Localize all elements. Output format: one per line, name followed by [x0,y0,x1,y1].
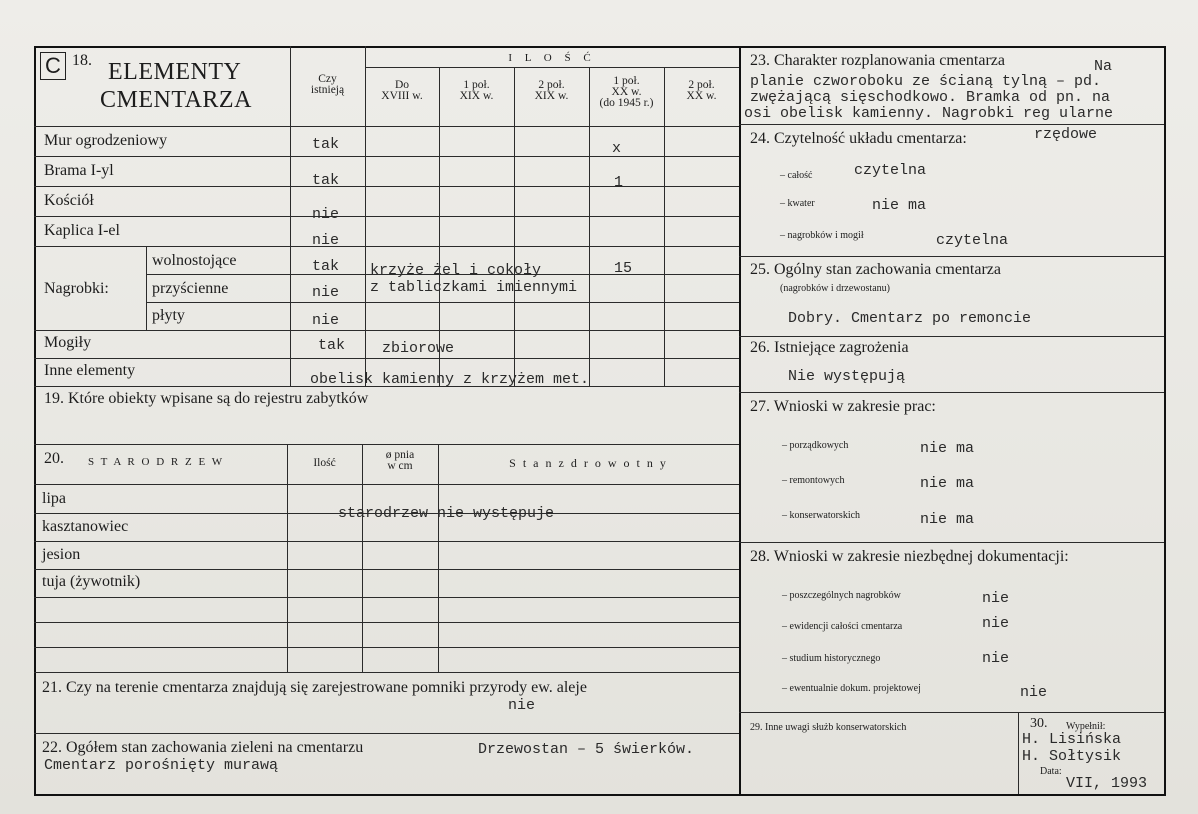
s24-kwater-value: nie ma [872,197,927,214]
s24-nagrobkow-label: – nagrobków i mogił [780,230,864,241]
s28-item-4-value: nie [1020,684,1048,701]
mogily-exists: tak [318,337,346,354]
s24-calosc-label: – całość [780,170,813,181]
grid-h-s21 [34,733,739,734]
mur-count: x [612,140,622,157]
grid-v-s29-s30 [1018,712,1019,794]
col3-l2: XIX w. [534,90,569,102]
grid-h-r1 [34,156,739,157]
brama-count: 1 [614,174,624,191]
s24-kwater-label: – kwater [780,198,815,209]
s20-ilosc-header: Ilość [313,457,336,469]
frame-bottom [34,794,1166,796]
frame-right [1164,46,1166,794]
section-18-title-line2: CMENTARZA [100,87,252,113]
grid-h-s19 [34,444,739,445]
col-header-4 [589,76,664,109]
section-25-value: Dobry. Cmentarz po remoncie [788,310,1032,327]
row-inne-label: Inne elementy [44,362,136,379]
mogily-note: zbiorowe [382,340,455,357]
center-divider [739,46,741,794]
plyty-exists: nie [312,312,340,329]
section-29-label: 29. Inne uwagi służb konserwatorskich [750,722,907,733]
grid-h-s20-7 [34,672,739,673]
section-21-value: nie [508,697,536,714]
section-25-sub: (nagrobków i drzewostanu) [780,283,890,294]
section-30-name-2: H. Sołtysik [1022,748,1122,765]
grid-v-s20-stan [438,444,439,672]
grid-h-r0 [34,126,739,127]
section-22-value-2: Cmentarz porośnięty murawą [44,757,279,774]
col4-l1: 1 poł. [613,75,640,87]
pnia-l1: ø pnia [385,449,415,461]
row-brama-label: Brama I-yl [44,162,114,179]
grid-v-s20-pnia [362,444,363,672]
s20-pnia-header [362,450,438,472]
inne-note: obelisk kamienny z krzyżem met. [310,371,590,388]
tree-row-lipa: lipa [42,490,66,507]
grid-h-s20-6 [34,647,739,648]
col4-l2: XX w. [611,86,642,98]
row-mogily-label: Mogiły [44,334,92,351]
grid-h-s20-2 [34,541,739,542]
grid-h-s20-0 [34,484,739,485]
section-28-label: 28. Wnioski w zakresie niezbędnej dokumentacji: [750,548,1069,565]
grid-h-s28 [739,712,1164,713]
grid-h-s20-3 [34,569,739,570]
nagrobki-note-1: krzyże żel i cokoły [370,262,542,279]
row-plyty-label: płyty [152,307,185,324]
col-header-1 [365,80,439,102]
starodrzew-note: starodrzew nie występuje [338,505,555,522]
s27-item-1-label: – porządkowych [782,440,848,451]
frame-top [34,46,1164,48]
grid-h-s26 [739,392,1164,393]
frame-left [34,46,36,794]
grid-h-r3 [34,216,739,217]
s27-item-2-label: – remontowych [782,475,845,486]
section-24-label: 24. Czytelność układu cmentarza: [750,130,967,147]
grid-v-col4 [589,67,590,386]
tree-row-jesion: jesion [42,546,81,563]
brama-exists: tak [312,172,340,189]
grid-v-nagrobki [146,246,147,330]
row-mur-label: Mur ogrodzeniowy [44,132,168,149]
section-22-label: 22. Ogółem stan zachowania zieleni na cmentarzu [42,739,364,756]
section-30-wypelnil: Wypełnił: [1066,721,1106,732]
col-header-3 [514,80,589,102]
grid-v-col3 [514,67,515,386]
s27-item-3-label: – konserwatorskich [782,510,860,521]
grid-h-s23 [739,124,1164,125]
grid-h-s20-5 [34,622,739,623]
col4-l3: (do 1945 r.) [599,97,654,109]
grid-h-ilosc [365,67,739,68]
col1-l2: XVIII w. [381,90,423,102]
s24-calosc-value: czytelna [854,162,927,179]
col2-l2: XIX w. [459,90,494,102]
s27-item-2-value: nie ma [920,475,975,492]
s28-item-1-label: – poszczególnych nagrobków [782,590,901,601]
section-18-number: 18. [72,52,92,69]
tree-row-kasztanowiec: kasztanowiec [42,518,129,535]
grid-h-r8 [34,358,739,359]
wolno-exists: tak [312,258,340,275]
section-26-label: 26. Istniejące zagrożenia [750,339,909,356]
grid-h-r2 [34,186,739,187]
s27-item-3-value: nie ma [920,511,975,528]
section-22-value-1: Drzewostan – 5 świerków. [478,741,695,758]
col2-l1: 1 poł. [463,79,490,91]
row-kaplica-label: Kaplica I-el [44,222,120,239]
row-kosciol-label: Kościół [44,192,94,209]
grid-h-s25 [739,336,1164,337]
col5-l1: 2 poł. [688,79,715,91]
grid-h-s27 [739,542,1164,543]
grid-h-s24 [739,256,1164,257]
col1-l1: Do [394,79,410,91]
s24-nagrobkow-value: czytelna [936,232,1009,249]
s28-item-2-label: – ewidencji całości cmentarza [782,621,902,632]
row-wolno-label: wolnostojące [152,252,237,269]
section-30-date: VII, 1993 [1066,775,1148,792]
wolno-count: 15 [614,260,633,277]
mur-exists: tak [312,136,340,153]
kosciol-exists: nie [312,206,340,223]
czy-istnieja-header [290,74,365,96]
grid-h-r7 [34,330,739,331]
col-header-2 [439,80,514,102]
section-19-label: 19. Które obiekty wpisane są do rejestru zabytków [44,390,369,407]
s28-item-4-label: – ewentualnie dokum. projektowej [782,683,921,694]
nagrobki-note-2: z tabliczkami imiennymi [370,279,578,296]
section-30-data-label: Data: [1040,766,1062,777]
section-23-value-2: zwężającą sięschodkowo. Bramka od pn. na [750,89,1111,106]
section-23-value-1: planie czworoboku ze ścianą tylną – pd. [750,73,1102,90]
section-30-number: 30. [1030,716,1048,731]
pnia-l2: w cm [387,460,413,472]
ilosc-header: I L O Ś Ć [508,52,596,64]
tree-row-tuja: tuja (żywotnik) [42,573,141,590]
section-25-label: 25. Ogólny stan zachowania cmentarza [750,261,1002,278]
section-27-label: 27. Wnioski w zakresie prac: [750,398,936,415]
section-18-title-line1: ELEMENTY [108,59,242,85]
section-24-value: rzędowe [1034,126,1098,143]
row-nagrobki-label: Nagrobki: [44,280,109,297]
s27-item-1-value: nie ma [920,440,975,457]
grid-v-col5 [664,67,665,386]
s20-stan-header: S t a n z d r o w o t n y [509,456,668,470]
col-header-5 [664,80,739,102]
section-30-name-1: H. Lisińska [1022,731,1122,748]
col5-l2: XX w. [686,90,717,102]
czy-line2: istnieją [310,84,345,96]
col3-l1: 2 poł. [538,79,565,91]
section-20-title: S T A R O D R Z E W [88,456,225,468]
przysc-exists: nie [312,284,340,301]
czy-line1: Czy [318,73,337,85]
section-26-value: Nie występują [788,368,906,385]
section-20-number: 20. [44,450,64,467]
grid-v-s20-ilosc [287,444,288,672]
grid-h-r4 [34,246,739,247]
s28-item-3-label: – studium historycznego [782,653,880,664]
s28-item-2-value: nie [982,615,1010,632]
section-23-label: 23. Charakter rozplanowania cmentarza [750,52,1005,69]
section-23-value-3: osi obelisk kamienny. Nagrobki reg ularne [744,105,1114,122]
section-21-label: 21. Czy na terenie cmentarza znajdują się zarejestrowane pomniki przyrody ew. aleje [42,679,587,696]
card-letter-box: C [40,52,66,80]
grid-v-col2 [439,67,440,386]
section-23-value-0: Na [1094,58,1113,75]
row-przysc-label: przyścienne [152,280,229,297]
grid-h-s20-4 [34,597,739,598]
s28-item-1-value: nie [982,590,1010,607]
kaplica-exists: nie [312,232,340,249]
s28-item-3-value: nie [982,650,1010,667]
grid-h-r6 [146,302,739,303]
